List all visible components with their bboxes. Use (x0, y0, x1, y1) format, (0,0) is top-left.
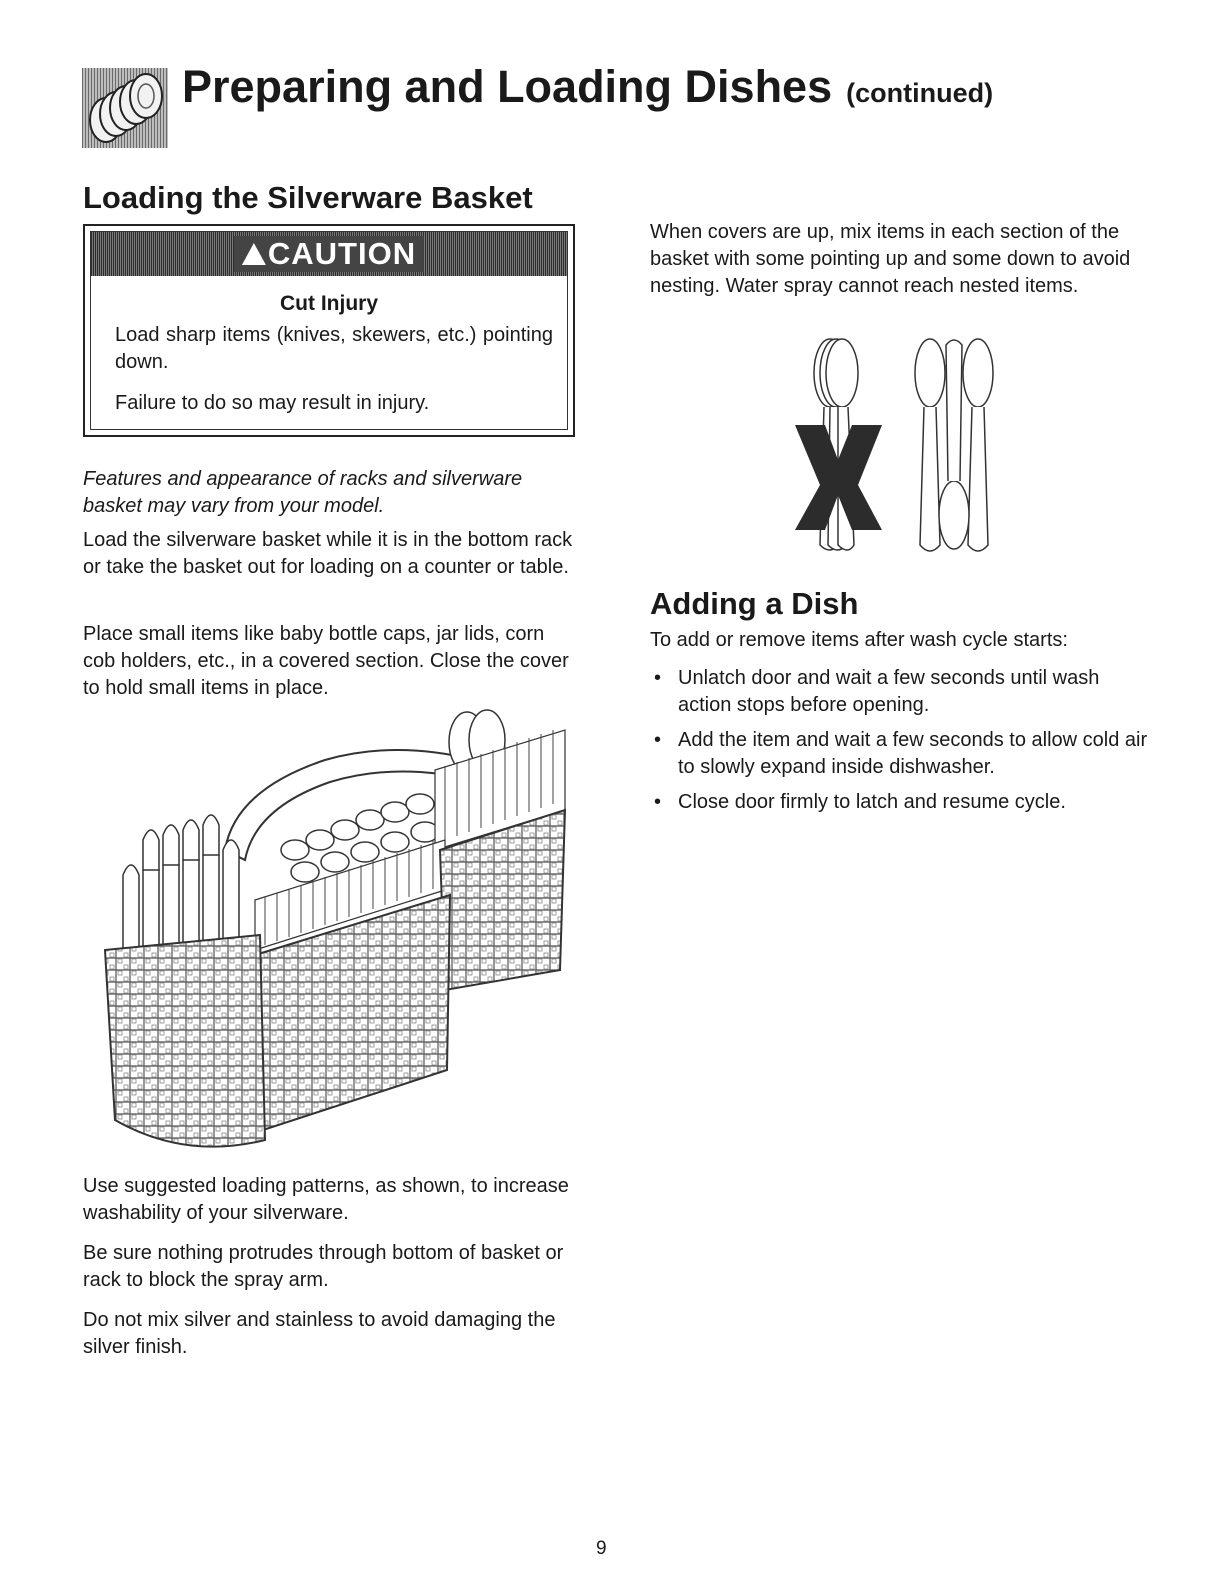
paragraph-load-basket: Load the silverware basket while it is in the bottom rack or take the basket out for loading on a counter or table. (83, 529, 573, 578)
caution-box (83, 224, 575, 437)
silverware-basket-illustration (95, 700, 575, 1160)
model-note: Features and appearance of racks and silverware basket may vary from your model. (83, 468, 523, 517)
paragraph-covers-up: When covers are up, mix items in each section of the basket with some pointing up and some down to avoid nesting. Water spray cannot reach nested items. (650, 221, 1131, 297)
caution-label: CAUTION (267, 236, 417, 271)
silverware-heading: Loading the Silverware Basket (83, 180, 533, 215)
dish-stack-icon (82, 68, 168, 148)
adding-steps-list (652, 665, 1152, 824)
hazard-title: Cut Injury (280, 292, 378, 315)
page-number: 9 (596, 1538, 607, 1559)
caution-text-1: Load sharp items (knives, skewers, etc.) pointing down. (115, 324, 553, 373)
nested-spoons-illustration (790, 335, 1010, 560)
list-item: • Add the item and wait a few seconds to allow cold air to slowly expand inside dishwasher. (652, 727, 1152, 781)
paragraph-small-items: Place small items like baby bottle caps, jar lids, corn cob holders, etc., in a covered section. Close the cover to hold small items in place. (83, 623, 569, 699)
warning-triangle-icon (242, 243, 266, 265)
continued-label: (continued) (846, 78, 994, 108)
adding-dish-heading: Adding a Dish (650, 586, 859, 621)
paragraph-protrudes: Be sure nothing protrudes through bottom of basket or rack to block the spray arm. (83, 1242, 564, 1291)
caution-text-2: Failure to do so may result in injury. (115, 392, 430, 414)
list-item: • Close door firmly to latch and resume cycle. (652, 789, 1152, 816)
caution-banner (91, 232, 567, 276)
paragraph-silver-stainless: Do not mix silver and stainless to avoid damaging the silver finish. (83, 1309, 556, 1358)
paragraph-loading-patterns: Use suggested loading patterns, as shown, to increase washability of your silverware. (83, 1175, 569, 1224)
list-item: • Unlatch door and wait a few seconds until wash action stops before opening. (652, 665, 1152, 719)
adding-intro: To add or remove items after wash cycle starts: (650, 629, 1068, 651)
page-title: Preparing and Loading Dishes (continued) (182, 61, 994, 112)
